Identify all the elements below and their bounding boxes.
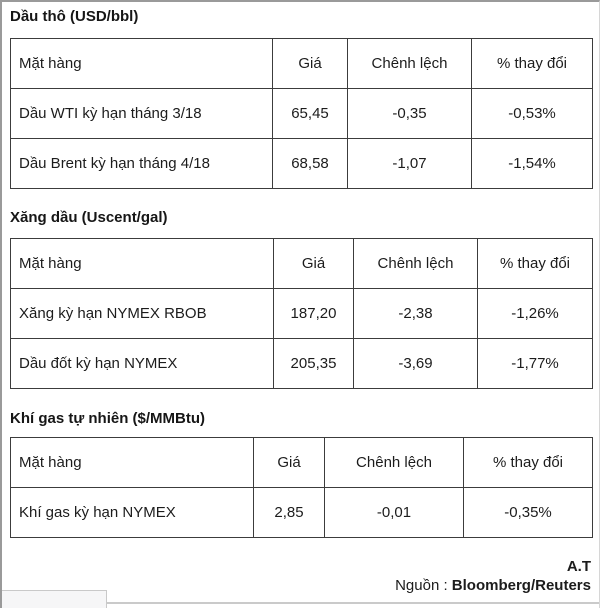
- column-header-pct-change: % thay đổi: [464, 438, 593, 488]
- author-initials: A.T: [566, 558, 591, 575]
- column-header-item: Mặt hàng: [11, 438, 254, 488]
- pct-change-cell: -0,35%: [464, 488, 593, 538]
- commodity-name-cell: Dầu WTI kỳ hạn tháng 3/18: [11, 89, 273, 139]
- price-cell: 205,35: [274, 339, 354, 389]
- change-cell: -1,07: [348, 139, 472, 189]
- table-row: [11, 488, 593, 538]
- section-title-gasoline: Xăng dầu (Uscent/gal): [10, 209, 168, 226]
- change-cell: -3,69: [354, 339, 478, 389]
- column-header-price: Giá: [274, 239, 354, 289]
- column-header-item: Mặt hàng: [11, 39, 273, 89]
- column-header-pct-change: % thay đổi: [478, 239, 593, 289]
- price-cell: 65,45: [273, 89, 348, 139]
- pct-change-cell: -1,77%: [478, 339, 593, 389]
- column-header-change: Chênh lệch: [325, 438, 464, 488]
- section-title-crude-oil: Dầu thô (USD/bbl): [10, 8, 139, 25]
- table-header-row: [11, 239, 593, 289]
- commodity-name-cell: Khí gas kỳ hạn NYMEX: [11, 488, 254, 538]
- table-row: [11, 139, 593, 189]
- column-header-price: Giá: [254, 438, 325, 488]
- price-cell: 2,85: [254, 488, 325, 538]
- price-cell: 187,20: [274, 289, 354, 339]
- column-header-item: Mặt hàng: [11, 239, 274, 289]
- change-cell: -0,01: [325, 488, 464, 538]
- section-title-natural-gas: Khí gas tự nhiên ($/MMBtu): [10, 410, 206, 427]
- price-cell: 68,58: [273, 139, 348, 189]
- commodity-name-cell: Dầu đốt kỳ hạn NYMEX: [11, 339, 274, 389]
- commodity-name-cell: Dầu Brent kỳ hạn tháng 4/18: [11, 139, 273, 189]
- column-header-change: Chênh lệch: [354, 239, 478, 289]
- crude-oil-table: [10, 38, 593, 189]
- table-row: [11, 289, 593, 339]
- column-header-change: Chênh lệch: [348, 39, 472, 89]
- table-row: [11, 89, 593, 139]
- table-header-row: [11, 438, 593, 488]
- natural-gas-table: [10, 437, 593, 538]
- change-cell: -2,38: [354, 289, 478, 339]
- bottom-left-partial-box: [2, 590, 107, 608]
- report-content: [2, 2, 599, 595]
- gasoline-table: [10, 238, 593, 389]
- pct-change-cell: -1,54%: [472, 139, 593, 189]
- pct-change-cell: -0,53%: [472, 89, 593, 139]
- source-label: Nguồn :: [395, 577, 452, 594]
- column-header-pct-change: % thay đổi: [472, 39, 593, 89]
- table-row: [11, 339, 593, 389]
- change-cell: -0,35: [348, 89, 472, 139]
- table-header-row: [11, 39, 593, 89]
- column-header-price: Giá: [273, 39, 348, 89]
- commodity-name-cell: Xăng kỳ hạn NYMEX RBOB: [11, 289, 274, 339]
- source-value: Bloomberg/Reuters: [451, 577, 591, 594]
- pct-change-cell: -1,26%: [478, 289, 593, 339]
